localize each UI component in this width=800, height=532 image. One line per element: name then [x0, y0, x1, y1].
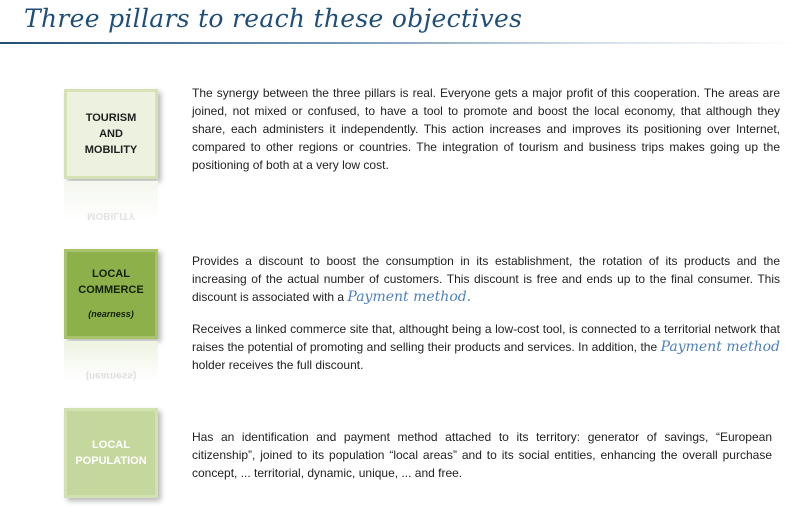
- description-text: Provides a discount to boost the consumption in its establishment, the rotation of its products and the increasing of the actual number of customers. This discount is free and ends up to the final consumer. This discount is associated with a: [192, 254, 780, 304]
- reflection-text: (nearness): [85, 370, 137, 381]
- reflection-text: MOBILITY: [87, 210, 135, 221]
- pillar-sublabel: (nearness): [88, 309, 134, 319]
- description-text: holder receives the full discount.: [192, 358, 364, 372]
- pillar-label-line: POPULATION: [75, 455, 147, 467]
- pillar-description-tourism: The synergy between the three pillars is real. Everyone gets a major profit of this cooperation. The areas are joined, not mixed or confused, to have a tool to promote and boost the local economy, that although they share, each administers it independently. This action increases and improves its positioning over Internet, compared to other regions or countries. The integration of tourism and business trips makes going up the positioning of both at a very low cost.: [192, 86, 780, 172]
- pillar-local-population: [64, 408, 158, 498]
- pillar-description-population: Has an identification and payment method attached to its territory: generator of savings, “European citizenship”, joined to its population “local areas” and to its social entities, enhancing the overall purchase concept, ... territorial, dynamic, unique, ... and free.: [192, 430, 772, 480]
- pillar-label-line: AND: [99, 128, 123, 140]
- pillar-reflection: [64, 341, 158, 381]
- page-title: Three pillars to reach these objectives: [24, 4, 523, 33]
- pillar-local-commerce: [64, 249, 158, 339]
- pillar-reflection: [64, 181, 158, 221]
- payment-method-highlight: Payment method: [660, 339, 780, 355]
- pillar-label-line: TOURISM: [85, 112, 137, 124]
- pillar-description-commerce-1: [192, 252, 780, 306]
- pillar-description-commerce-2: [192, 320, 780, 374]
- pillar-label-line: COMMERCE: [78, 284, 144, 296]
- pillar-label-line: MOBILITY: [84, 144, 138, 156]
- description-text: Receives a linked commerce site that, althought being a low-cost tool, is connected to a territorial network that raises the potential of promoting and selling their products and services. In addition, the: [192, 322, 780, 354]
- pillar-label-line: LOCAL: [92, 268, 130, 280]
- pillar-label-line: LOCAL: [92, 439, 130, 451]
- pillar-tourism-mobility: [64, 89, 158, 179]
- payment-method-highlight: Payment method.: [347, 289, 472, 305]
- title-underline: [0, 42, 800, 44]
